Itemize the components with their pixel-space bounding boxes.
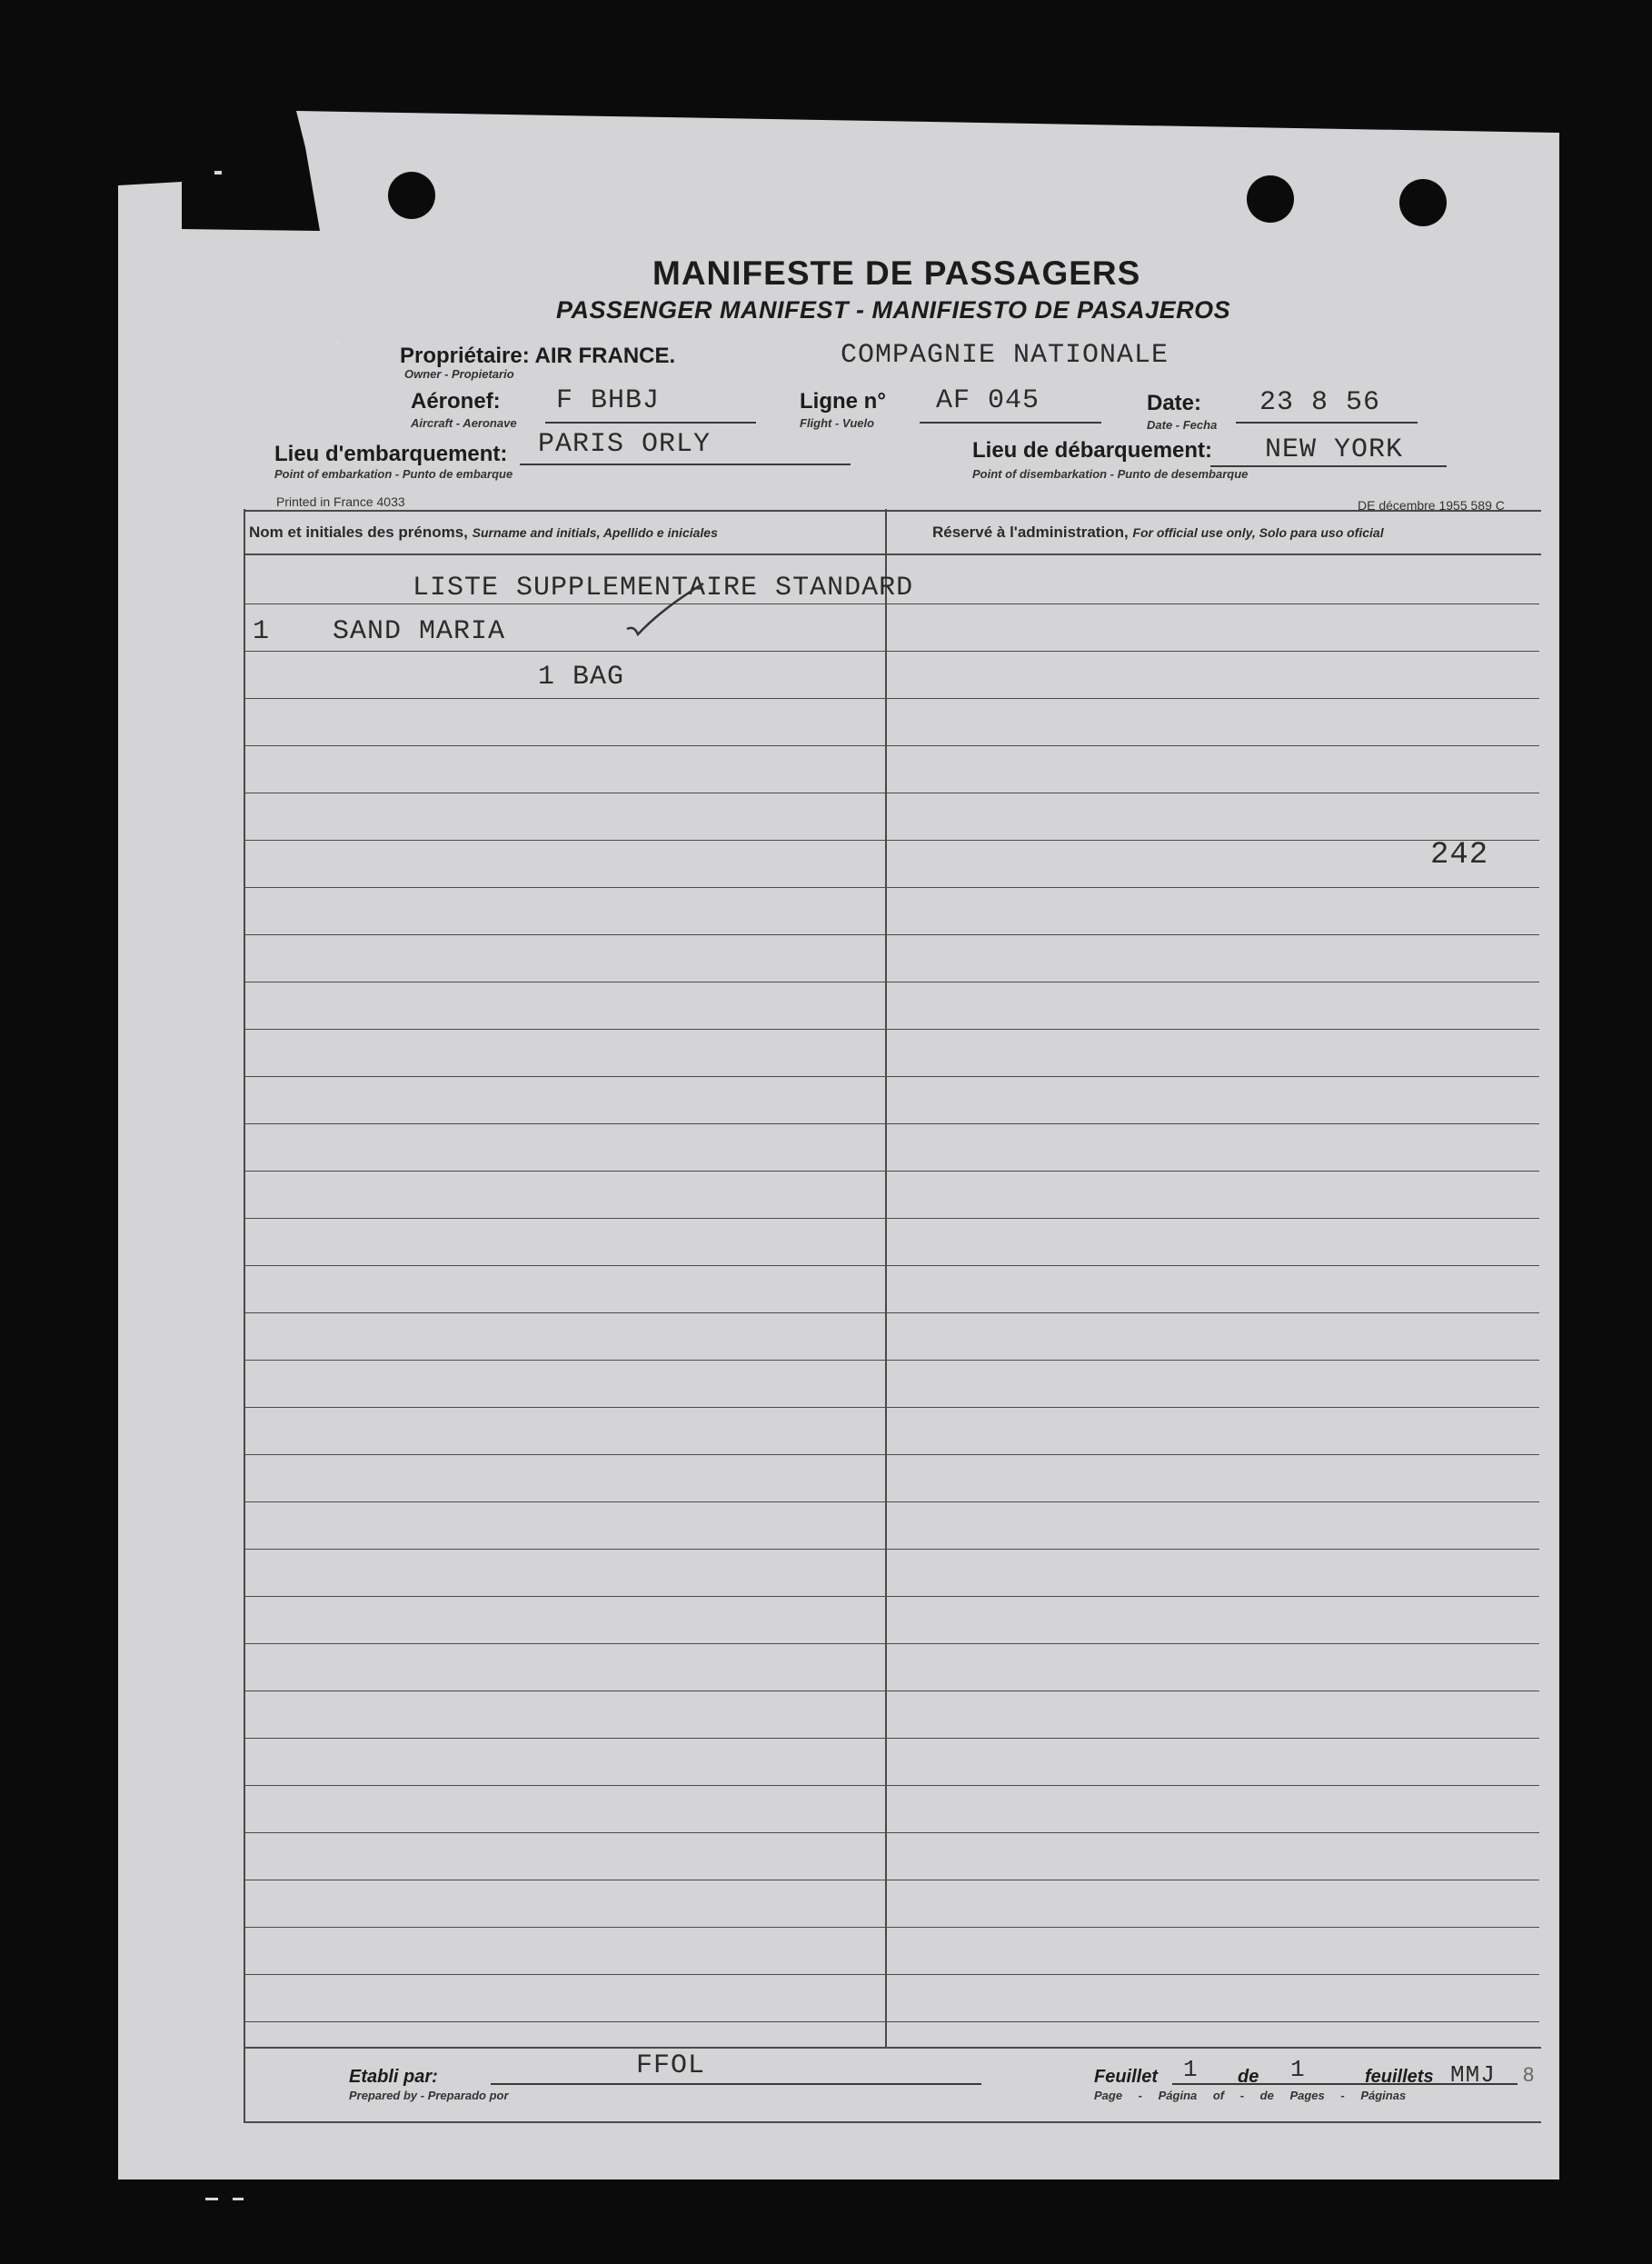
column-header-official-alt: For official use only, Solo para uso oficial	[1132, 525, 1384, 540]
ruled-line	[245, 651, 1539, 652]
disembarkation-label: Lieu de débarquement:	[972, 438, 1213, 463]
scan-speck	[233, 2198, 244, 2200]
ruled-line	[245, 1596, 1539, 1597]
table-column-divider	[885, 509, 887, 2047]
of-number: 1	[1290, 2056, 1306, 2083]
flight-sublabel: Flight - Vuelo	[800, 416, 875, 430]
flight-label: Ligne n°	[800, 389, 886, 414]
flight-value: AF 045	[936, 385, 1040, 416]
supplementary-list-title: LISTE SUPPLEMENTAIRE STANDARD	[413, 573, 914, 603]
sheet-number: 1	[1183, 2056, 1199, 2083]
ruled-line	[245, 887, 1539, 888]
baggage-count: 1 BAG	[538, 662, 625, 693]
aircraft-value: F BHBJ	[556, 385, 661, 416]
ruled-line	[245, 1218, 1539, 1219]
aircraft-label: Aéronef:	[411, 389, 501, 414]
embarkation-underline	[520, 464, 851, 465]
ruled-line	[245, 934, 1539, 935]
of-label: de	[1238, 2067, 1259, 2087]
passenger-name: SAND MARIA	[333, 616, 506, 647]
ruled-line	[245, 603, 1539, 604]
ruled-line	[245, 2021, 1539, 2022]
owner-value: COMPAGNIE NATIONALE	[841, 340, 1169, 371]
ruled-line	[245, 1974, 1539, 1975]
print-info-left: Printed in France 4033	[276, 494, 405, 509]
punch-hole-right-1	[1247, 175, 1294, 223]
prepared-by-label: Etabli par:	[349, 2067, 438, 2087]
prepared-by-sublabel: Prepared by - Preparado por	[349, 2089, 509, 2102]
scan-speck	[214, 171, 222, 175]
ruled-line	[245, 1501, 1539, 1502]
column-header-name-alt: Surname and initials, Apellido e iniciales	[472, 525, 718, 540]
punch-hole-right-2	[1399, 179, 1447, 226]
column-header-official	[932, 524, 1384, 542]
column-header-name	[249, 524, 718, 542]
manifest-subtitle: PASSENGER MANIFEST - MANIFIESTO DE PASAJEROS	[556, 296, 1231, 324]
table-border-bottom	[244, 2121, 1541, 2123]
embarkation-sublabel: Point of embarkation - Punto de embarque	[274, 467, 513, 481]
ruled-line	[245, 1927, 1539, 1928]
official-number: 242	[1430, 838, 1489, 873]
scan-speck	[205, 2198, 218, 2200]
manifest-title: MANIFESTE DE PASSAGERS	[652, 254, 1141, 292]
ruled-line	[245, 1123, 1539, 1124]
ruled-line	[245, 1785, 1539, 1786]
date-value: 23 8 56	[1259, 387, 1381, 418]
ruled-line	[245, 1171, 1539, 1172]
prepared-by-value: FFOL	[636, 2050, 706, 2081]
owner-label: Propriétaire: AIR FRANCE.	[400, 344, 676, 368]
aircraft-underline	[545, 422, 756, 424]
table-header-bottom	[244, 554, 1541, 555]
ruled-line	[245, 1643, 1539, 1644]
table-footer-top	[244, 2047, 1541, 2049]
ruled-line	[245, 1832, 1539, 1833]
row-number: 1	[253, 616, 271, 647]
table-border-top	[244, 510, 1541, 512]
ruled-line	[245, 1360, 1539, 1361]
scan-speck	[334, 340, 339, 344]
ruled-line	[245, 698, 1539, 699]
prepared-by-underline	[491, 2083, 981, 2085]
sheet-underline	[1172, 2083, 1518, 2085]
ruled-line	[245, 1029, 1539, 1030]
ruled-line	[245, 1076, 1539, 1077]
embarkation-label: Lieu d'embarquement:	[274, 442, 508, 466]
embarkation-value: PARIS ORLY	[538, 429, 712, 460]
clerk-initials: MMJ	[1450, 2061, 1496, 2089]
ruled-line	[245, 1265, 1539, 1266]
disembarkation-value: NEW YORK	[1265, 434, 1404, 465]
ruled-line	[245, 1407, 1539, 1408]
ruled-line	[245, 840, 1539, 841]
print-info-right: DE décembre 1955 589 C	[1358, 498, 1505, 513]
owner-sublabel: Owner - Propietario	[404, 367, 514, 381]
sheets-label: feuillets	[1365, 2067, 1434, 2087]
punch-hole-left	[388, 172, 435, 219]
sheet-label: Feuillet	[1094, 2067, 1159, 2087]
ruled-line	[245, 1549, 1539, 1550]
ruled-line	[245, 1454, 1539, 1455]
column-header-name-main: Nom et initiales des prénoms,	[249, 524, 468, 541]
edge-mark: 8	[1523, 2063, 1535, 2086]
check-mark	[625, 582, 707, 636]
column-header-official-main: Réservé à l'administration,	[932, 524, 1129, 541]
ruled-line	[245, 745, 1539, 746]
pages-sublabel: Page - Página of - de Pages - Páginas	[1094, 2089, 1407, 2102]
flight-underline	[920, 422, 1101, 424]
ruled-line	[245, 1738, 1539, 1739]
date-label: Date:	[1147, 391, 1202, 415]
ruled-line	[245, 1312, 1539, 1313]
date-underline	[1236, 422, 1418, 424]
aircraft-sublabel: Aircraft - Aeronave	[411, 416, 517, 430]
date-sublabel: Date - Fecha	[1147, 418, 1218, 432]
disembarkation-sublabel: Point of disembarkation - Punto de desembarque	[972, 467, 1249, 481]
